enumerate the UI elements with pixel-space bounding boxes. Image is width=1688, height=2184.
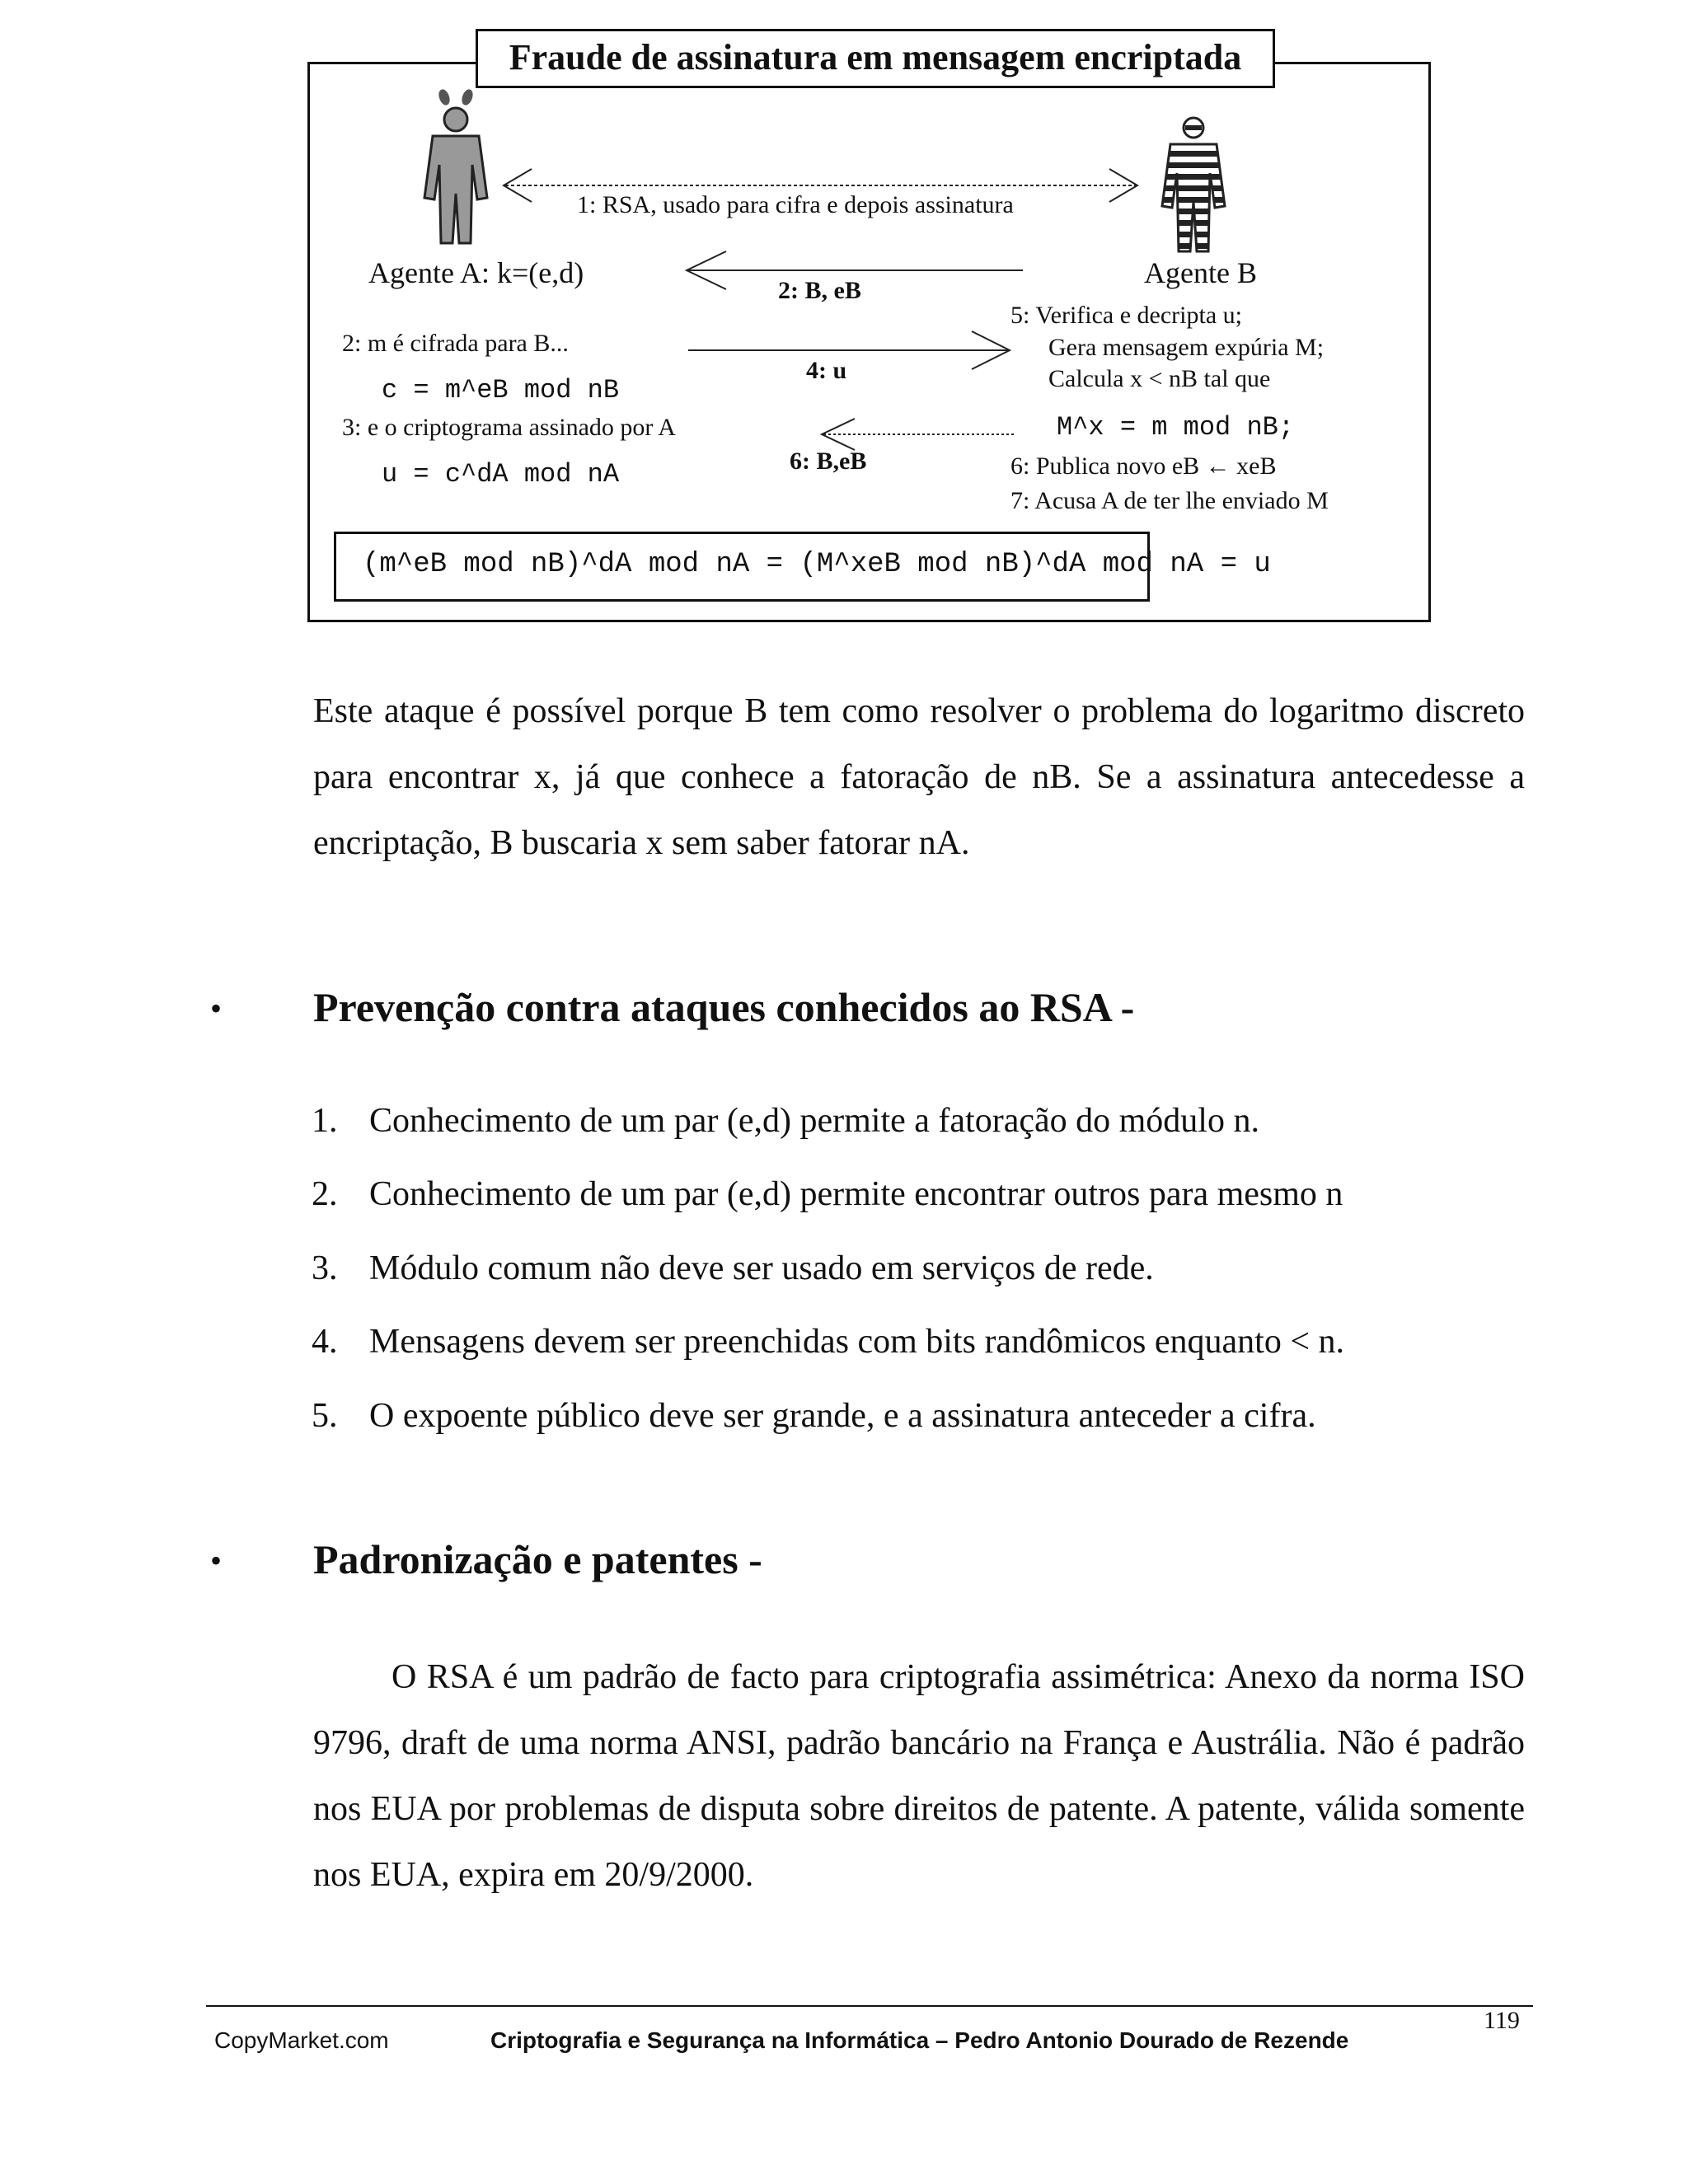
page-number: 119 <box>1484 2007 1520 2034</box>
list-item: Conhecimento de um par (e,d) permite encontrar outros para mesmo n <box>369 1175 1343 1213</box>
paragraph-1: Este ataque é possível porque B tem como resolver o problema do logaritmo discreto para encontrar x, já que conhece a fatoração de nB. Se a assinatura antecedesse a encriptação, B buscaria x sem saber fatorar nA. <box>313 692 1525 862</box>
b-step5: 5: Verifica e decripta u; <box>1010 302 1242 329</box>
msg-4-label: 4: u <box>806 357 847 384</box>
agent-b-figure <box>1162 118 1225 251</box>
list-item: Mensagens devem ser preenchidas com bits randômicos enquanto < n. <box>369 1323 1345 1361</box>
a-step2: 2: m é cifrada para B... <box>342 330 569 357</box>
list-item: Módulo comum não deve ser usado em serviços de rede. <box>369 1249 1154 1287</box>
paragraph-2: O RSA é um padrão de facto para criptografia assimétrica: Anexo da norma ISO 9796, draft de uma norma ANSI, padrão bancário na França e Austrália. Não é padrão nos EUA por problemas de disputa sobre direitos de patente. A patente, válida somente nos EUA, expira em 20/9/2000. <box>313 1658 1525 1894</box>
footer-title: Criptografia e Segurança na Informática – Pedro Antonio Dourado de Rezende <box>490 2027 1349 2053</box>
section2-bullet: • <box>210 1542 223 1579</box>
list-item-number: 4. <box>312 1323 338 1361</box>
msg-6-label: 6: B,eB <box>790 448 867 475</box>
a-formula-c: c = m^eB mod nB <box>382 375 620 405</box>
equation: (m^eB mod nB)^dA mod nA = (M^xeB mod nB)^dA mod nA = u <box>363 549 1271 580</box>
footer-source: CopyMarket.com <box>214 2027 389 2053</box>
agent-a-figure <box>424 88 487 243</box>
b-step5c: Calcula x < nB tal que <box>1048 365 1271 392</box>
section2-title: Padronização e patentes - <box>313 1536 762 1582</box>
b-step5b: Gera mensagem expúria M; <box>1048 334 1325 361</box>
section1-title: Prevenção contra ataques conhecidos ao RSA - <box>313 984 1135 1030</box>
b-step6: 6: Publica novo eB ← xeB <box>1010 452 1277 480</box>
msg-2-label: 2: B, eB <box>778 277 861 304</box>
a-step3: 3: e o criptograma assinado por A <box>342 414 676 441</box>
list-item-number: 1. <box>312 1102 338 1140</box>
list-item: Conhecimento de um par (e,d) permite a fatoração do módulo n. <box>369 1102 1259 1140</box>
step1-label: 1: RSA, usado para cifra e depois assinatura <box>577 191 1014 218</box>
section1-bullet: • <box>210 990 223 1027</box>
list-item-number: 3. <box>312 1249 338 1287</box>
list-item-number: 5. <box>312 1397 338 1435</box>
agent-b-label: Agente B <box>1144 256 1257 289</box>
diagram-title: Fraude de assinatura em mensagem encriptada <box>476 29 1275 88</box>
b-step7: 7: Acusa A de ter lhe enviado M <box>1010 487 1329 514</box>
list-item-number: 2. <box>312 1175 338 1213</box>
list-item: O expoente público deve ser grande, e a assinatura anteceder a cifra. <box>369 1397 1316 1435</box>
agent-a-label: Agente A: k=(e,d) <box>368 256 584 289</box>
footer-rule <box>206 2005 1533 2007</box>
b-formula: M^x = m mod nB; <box>1057 412 1295 443</box>
a-formula-u: u = c^dA mod nA <box>382 459 620 490</box>
